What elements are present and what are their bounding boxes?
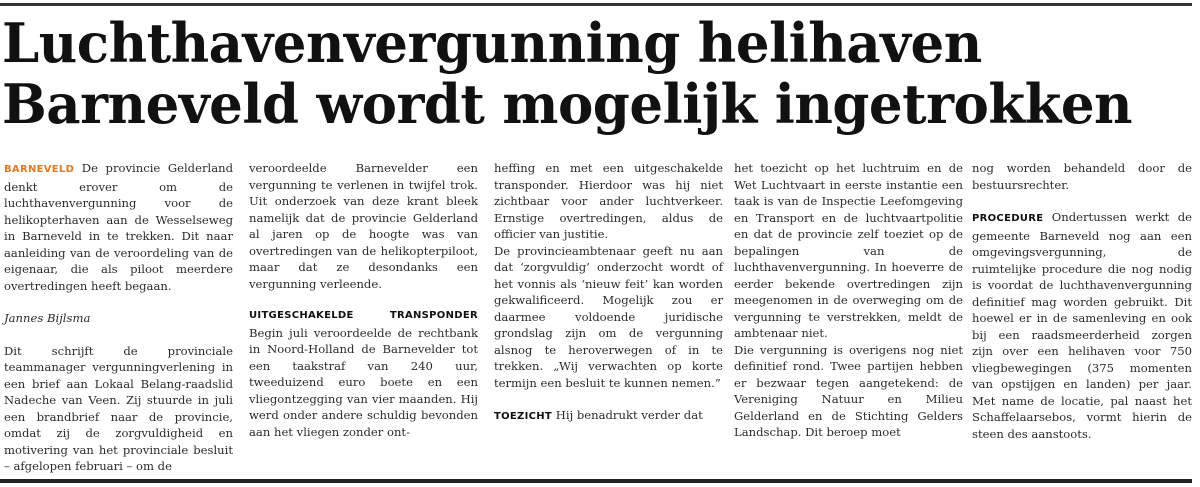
kicker-procedure: PROCEDURE bbox=[972, 213, 1044, 224]
lead-text: De provincie Gelderland denkt erover om de luchthavenvergunning voor de helikopterhaven aan de Wesselseweg in Barneveld in te trekken. Dit naar aanleiding van de veroordeling van de eigenaar, die als piloot meerdere overtredingen heeft begaan. bbox=[4, 161, 233, 293]
toezicht-paragraph: TOEZICHT Hij benadrukt verder dat bbox=[494, 408, 703, 422]
body-paragraph: het toezicht op het luchtruim en de Wet Luchtvaart in eerste instantie een taak is van de Inspectie Leefomgeving en Transport en de luchtvaartpolitie en dat de provincie zelf toeziet op de bepalingen van de luchthavenvergunning. In hoeverre de eerder bekende overtredingen zijn meegenomen in de overweging om de vergunning te verstrekken, meldt de ambtenaar niet. bbox=[734, 161, 963, 340]
subhead-transponder: UITGESCHAKELDE TRANSPONDER bbox=[249, 310, 478, 321]
body-paragraph: heffing en met een uitgeschakelde transponder. Hierdoor was hij niet zichtbaar voor ander luchtverkeer. Ernstige overtredingen, aldus de officier van justitie. bbox=[494, 161, 723, 241]
headline-line-2: Barneveld wordt mogelijk ingetrokken bbox=[2, 72, 1133, 137]
column-2 bbox=[249, 160, 478, 440]
procedure-paragraph: PROCEDURE Ondertussen werkt de gemeente Barneveld nog aan een omgevingsvergunning, de ruimtelijke procedure die nog nodig is voordat de luchthavenvergunning definitief mag worden gebruikt. Dit hoewel er in de samenleving en ook bij een raadsmeerderheid zorgen zijn over een helihaven voor 750 vliegbewegingen (375 momenten van opstijgen en landen) per jaar. Met name de locatie, pal naast het Schaffelaarsebos, vormt hierin de steen des aanstoots. bbox=[972, 210, 1192, 441]
column-3 bbox=[494, 160, 723, 426]
top-rule bbox=[0, 3, 1192, 6]
headline bbox=[2, 13, 1132, 135]
byline: Jannes Bijlsma bbox=[4, 311, 91, 325]
body-paragraph: veroordeelde Barnevelder een vergunning te verlenen in twijfel trok. Uit onderzoek van deze krant bleek namelijk dat de provincie Gelderland al jaren op de hoogte was van overtredingen van de helikopterpiloot, maar dat ze desondanks een vergunning verleende. bbox=[249, 161, 478, 291]
lead-paragraph bbox=[4, 160, 233, 294]
column-4 bbox=[734, 160, 963, 441]
column-5 bbox=[972, 160, 1192, 442]
article-columns bbox=[4, 160, 1192, 478]
body-paragraph: Dit schrijft de provinciale teammanager vergunningverlening in een brief aan Lokaal Belang-raadslid Nadeche van Veen. Zij stuurde in juli een brandbrief naar de provincie, omdat zij de zorgvuldigheid en motivering van het provinciale besluit – afgelopen februari – om de bbox=[4, 343, 233, 473]
kicker-toezicht: TOEZICHT bbox=[494, 411, 553, 422]
headline-line-1: Luchthavenvergunning helihaven bbox=[2, 11, 982, 76]
column-1 bbox=[4, 160, 233, 475]
bottom-rule bbox=[0, 479, 1192, 483]
body-paragraph: De provincieambtenaar geeft nu aan dat ‘zorgvuldig’ onderzocht wordt of het vonnis als ‘nieuw feit’ kan worden gekwalificeerd. Mogelijk zou er daarmee voldoende juridische grondslag zijn om de vergunning alsnog te heroverwegen of in te trekken. „Wij verwachten op korte termijn een besluit te kunnen nemen.” bbox=[494, 243, 723, 390]
dateline: BARNEVELD bbox=[4, 164, 75, 175]
body-paragraph: Die vergunning is overigens nog niet definitief rond. Twee partijen hebben er bezwaar tegen aangetekend: de Vereniging Natuur en Milieu Gelderland en de Stichting Gelders Landschap. Dit beroep moet bbox=[734, 342, 963, 439]
body-paragraph: nog worden behandeld door de bestuursrechter. bbox=[972, 161, 1192, 192]
body-paragraph: Begin juli veroordeelde de rechtbank in Noord-Holland de Barnevelder tot een taakstraf van 240 uur, tweeduizend euro boete en een vliegontzegging van vier maanden. Hij werd onder andere schuldig bevonden aan het vliegen zonder ont- bbox=[249, 325, 478, 439]
